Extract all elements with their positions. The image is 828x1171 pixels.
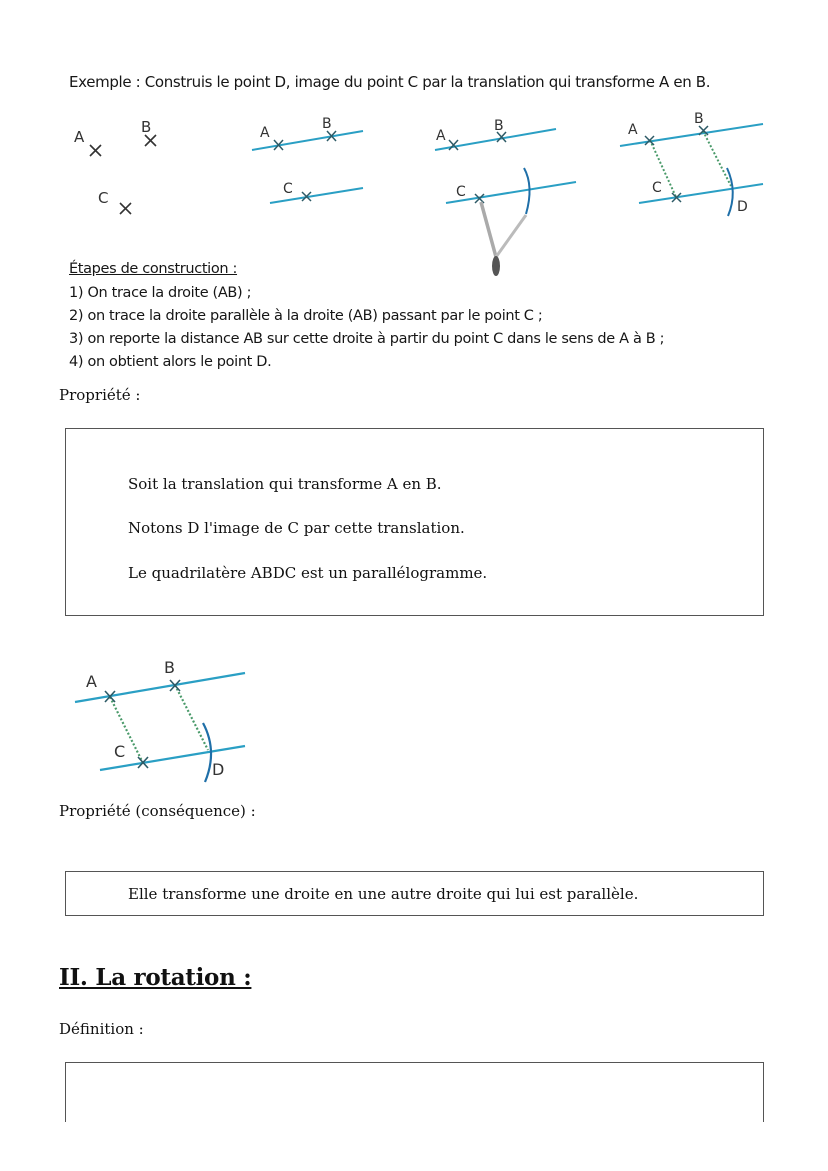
label-a: A — [74, 128, 85, 146]
property-consequence-text: Elle transforme une droite en une autre droite qui lui est parallèle. — [128, 885, 639, 903]
construction-step-3: 3) on reporte la distance AB sur cette droite à partir du point C dans le sens de A à B ; — [69, 331, 665, 347]
svg-text:B: B — [694, 111, 704, 127]
svg-text:B: B — [322, 116, 332, 132]
construction-step-1: 1) On trace la droite (AB) ; — [69, 285, 252, 301]
label-b: B — [141, 118, 152, 136]
svg-text:A: A — [436, 128, 446, 144]
figure-step-1-lines — [252, 116, 363, 203]
property-line-3: Le quadrilatère ABDC est un parallélogramme. — [128, 564, 488, 582]
svg-text:B: B — [164, 658, 175, 677]
parallelogram-figure — [60, 645, 280, 795]
construction-step-4: 4) on obtient alors le point D. — [69, 354, 272, 370]
property-line-2: Notons D l'image de C par cette translation. — [128, 519, 465, 537]
svg-text:D: D — [212, 760, 225, 779]
property-label: Propriété : — [59, 386, 141, 404]
svg-text:D: D — [737, 199, 748, 215]
figure-step-0-points — [0, 0, 828, 300]
property-consequence-box — [65, 871, 764, 916]
svg-text:C: C — [114, 742, 126, 761]
definition-label: Définition : — [59, 1020, 144, 1038]
property-box — [65, 428, 764, 616]
construction-step-2: 2) on trace la droite parallèle à la droite (AB) passant par le point C ; — [69, 308, 543, 324]
figure-step-2-compass — [435, 118, 576, 276]
compass-icon — [492, 256, 500, 276]
example-title: Exemple : Construis le point D, image du point C par la translation qui transforme A en B. — [69, 73, 711, 91]
property-line-1: Soit la translation qui transforme A en B. — [128, 475, 442, 493]
svg-text:C: C — [283, 181, 293, 197]
svg-text:A: A — [86, 672, 97, 691]
svg-text:A: A — [628, 122, 638, 138]
label-c: C — [98, 189, 109, 207]
definition-box — [65, 1062, 764, 1122]
svg-text:B: B — [494, 118, 504, 134]
svg-text:A: A — [260, 125, 270, 141]
construction-heading: Étapes de construction : — [69, 261, 238, 277]
property-consequence-label: Propriété (conséquence) : — [59, 802, 256, 820]
figure-step-3-result — [620, 111, 763, 216]
svg-text:C: C — [652, 180, 662, 196]
section-heading-rotation: II. La rotation : — [59, 964, 252, 991]
svg-text:C: C — [456, 184, 466, 200]
